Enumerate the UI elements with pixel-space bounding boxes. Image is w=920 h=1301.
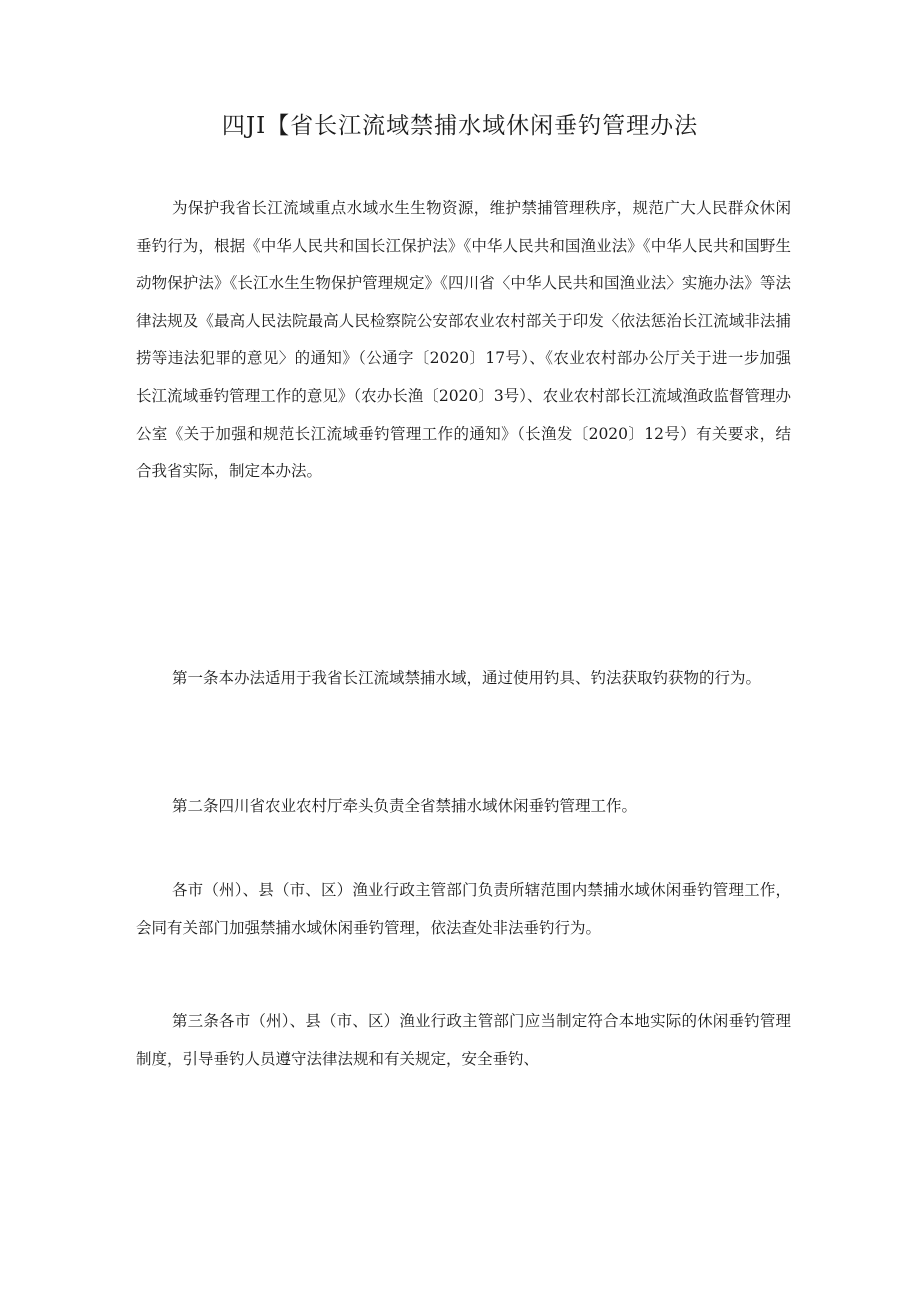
paragraph-article-2-detail: 各市（州）、县（市、区）渔业行政主管部门负责所辖范围内禁捕水域休闲垂钓管理工作，会同有关部门加强禁捕水域休闲垂钓管理，依法查处非法垂钓行为。 <box>136 881 791 937</box>
paragraph-article-3: 第三条各市（州）、县（市、区）渔业行政主管部门应当制定符合本地实际的休闲垂钓管理制度，引导垂钓人员遵守法律法规和有关规定，安全垂钓、 <box>136 1012 791 1068</box>
paragraph-preamble: 为保护我省长江流域重点水域水生生物资源，维护禁捕管理秩序，规范广大人民群众休闲垂钓行为，根据《中华人民共和国长江保护法》《中华人民共和国渔业法》《中华人民共和国野生动物保护法》《长江水生生物保护管理规定》《四川省〈中华人民共和国渔业法〉实施办法》等法律法规及《最高人民法院最高人民检察院公安部农业农村部关于印发〈依法惩治长江流域非法捕捞等违法犯罪的意见〉的通知》（公通字〔2020〕17号）、《农业农村部办公厅关于进一步加强长江流域垂钓管理工作的意见》（农办长渔〔2020〕3号）、农业农村部长江流域渔政监督管理办公室《关于加强和规范长江流域垂钓管理工作的通知》（长渔发〔2020〕12号）有关要求，结合我省实际，制定本办法。 <box>136 199 791 481</box>
paragraph-article-2: 第二条四川省农业农村厅牵头负责全省禁捕水域休闲垂钓管理工作。 <box>172 797 638 815</box>
paragraph-article-1: 第一条本办法适用于我省长江流域禁捕水域，通过使用钓具、钓法获取钓获物的行为。 <box>172 669 762 687</box>
document-title: 四JI【省长江流域禁捕水域休闲垂钓管理办法 <box>221 113 699 139</box>
